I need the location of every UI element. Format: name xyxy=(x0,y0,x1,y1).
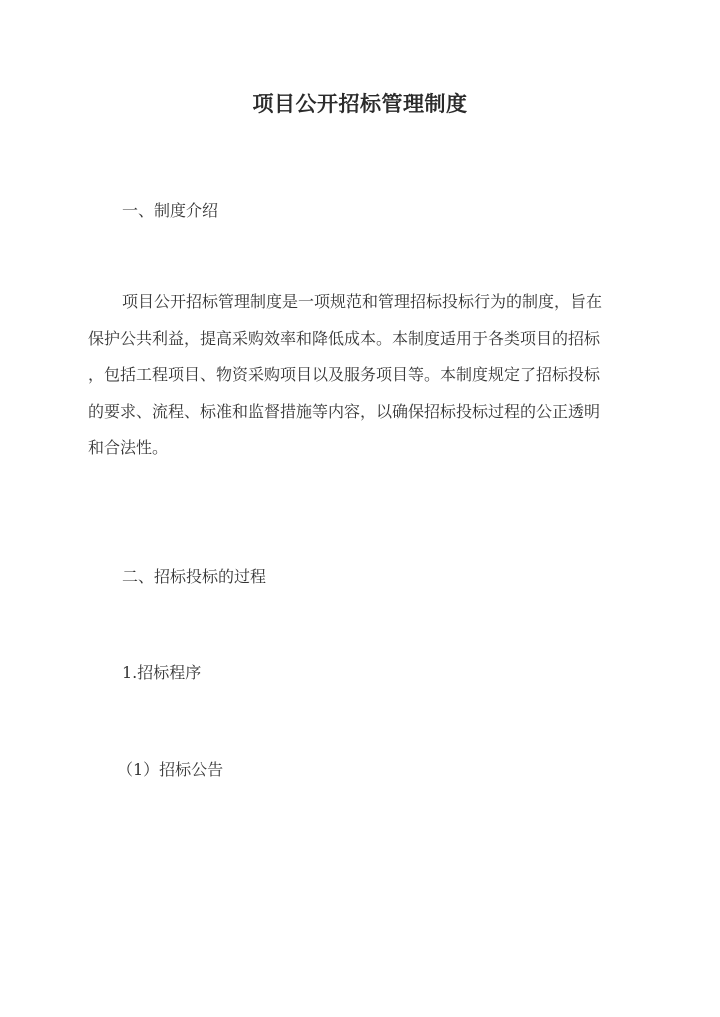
paragraph-line: 和合法性。 xyxy=(88,438,169,457)
subheading-procedure: 1.招标程序 xyxy=(122,663,202,682)
paragraph-line: 的要求、流程、标准和监督措施等内容，以确保招标投标过程的公正透明 xyxy=(88,401,601,421)
intro-paragraph xyxy=(88,284,633,467)
document-title: 项目公开招标管理制度 xyxy=(252,91,468,116)
item-announcement: （1）招标公告 xyxy=(117,760,224,779)
section-heading-intro: 一、制度介绍 xyxy=(122,201,219,220)
paragraph-line: ，包括工程项目、物资采购项目以及服务项目等。本制度规定了招标投标 xyxy=(88,365,601,384)
paragraph-line: 项目公开招标管理制度是一项规范和管理招标投标行为的制度，旨在 xyxy=(122,292,603,311)
section-heading-process: 二、招标投标的过程 xyxy=(122,567,267,586)
paragraph-line: 保护公共利益，提高采购效率和降低成本。本制度适用于各类项目的招标 xyxy=(88,328,601,348)
